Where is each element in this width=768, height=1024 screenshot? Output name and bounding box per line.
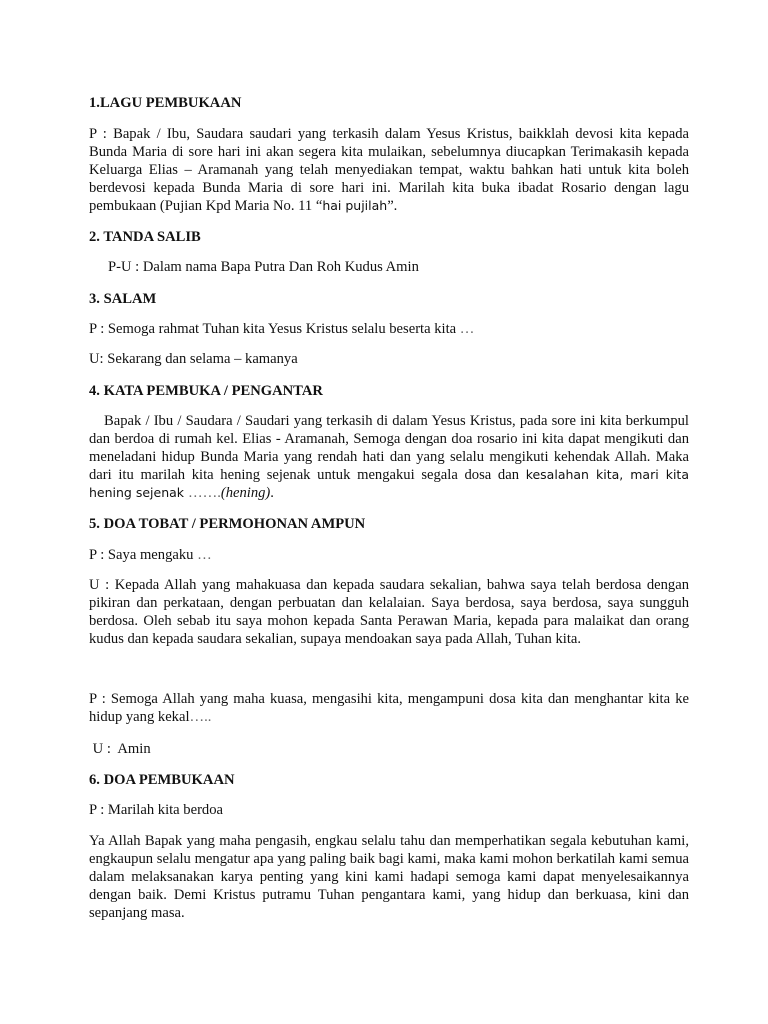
section-heading-kata-pembuka: 4. KATA PEMBUKA / PENGANTAR (89, 383, 323, 399)
section-heading-lagu-pembukaan: 1.LAGU PEMBUKAAN (89, 95, 242, 111)
text: P : Saya mengaku (89, 547, 198, 563)
text: P : Semoga Allah yang maha kuasa, mengasihi kita, mengampuni dosa kita dan menghantar kita ke hidup yang kekal (89, 691, 689, 725)
paragraph-marilah-berdoa: P : Marilah kita berdoa (89, 802, 224, 818)
hening-note: (hening) (220, 485, 271, 501)
section-heading-salam: 3. SALAM (89, 291, 157, 307)
section-heading-doa-pembukaan: 6. DOA PEMBUKAAN (89, 772, 235, 788)
text: . (270, 485, 274, 501)
text: Bapak / Ibu / Saudara / Saudari yang terkasih di dalam Yesus Kristus, pada sore ini kita berkumpul dan berdoa di rumah kel. Elias - Aramanah, Semoga dengan doa rosario ini kita dapat mengikuti dan meneladani hidup Bunda Maria yang rendah hati dan yang selalu mengikuti kehendak Allah. Maka dari itu marilah kita hening sejenak untuk mengakui segala dosa dan (89, 413, 689, 483)
song-title: hai pujilah (322, 198, 388, 213)
text: ”. (387, 198, 398, 214)
text-sans: kesalahan kita, mari kita hening sejenak (89, 467, 689, 500)
paragraph-confiteor: U : Kepada Allah yang mahakuasa dan kepada saudara sekalian, bahwa saya telah berdosa dengan pikiran dan perkataan, dengan perbuatan dan kelalaian. Saya berdosa, saya berdosa, saya sungguh berdosa. Oleh sebab itu saya mohon kepada Santa Perawan Maria, kepada para malaikat dan orang kudus dan kepada saudara sekalian, supaya mendoakan saya pada Allah, Tuhan kita. (89, 577, 689, 647)
section-heading-doa-tobat: 5. DOA TOBAT / PERMOHONAN AMPUN (89, 516, 366, 532)
paragraph-saya-mengaku (89, 546, 689, 564)
ellipsis: … (459, 321, 475, 337)
text: P : Semoga rahmat Tuhan kita Yesus Kristus selalu beserta kita (89, 321, 460, 337)
paragraph-kata-pembuka (89, 412, 689, 502)
paragraph-salam-people: U: Sekarang dan selama – kamanya (89, 351, 298, 367)
ellipsis: ……. (188, 485, 221, 501)
paragraph-lagu-pembukaan (89, 125, 689, 215)
paragraph-absolution (89, 690, 689, 726)
ellipsis: ….. (189, 709, 212, 725)
paragraph-amin: U : Amin (89, 741, 151, 757)
paragraph-tanda-salib: P-U : Dalam nama Bapa Putra Dan Roh Kudus Amin (108, 259, 419, 275)
paragraph-doa-pembukaan: Ya Allah Bapak yang maha pengasih, engkau selalu tahu dan memperhatikan segala kebutuhan kami, engkaupun selalu mengatur apa yang paling baik bagi kami, maka kami mohon berkatilah kami semua dalam melaksanakan karya penting yang kini kami hadapi semoga kami dapat menyelesaikannya dengan baik. Demi Kristus putramu Tuhan pengantara kami, yang hidup dan berkuasa, kini dan sepanjang masa. (89, 833, 689, 921)
text: P : Bapak / Ibu, Saudara saudari yang terkasih dalam Yesus Kristus, baikklah devosi kita kepada Bunda Maria di sore hari ini akan segera kita mulaikan, sebelumnya diucapkan Terimakasih kepada Keluarga Elias – Aramanah yang telah menyediakan tempat, waktu bahkan hati untuk kita boleh berdevosi kepada Bunda Maria di sore hari ini. Marilah kita buka ibadat Rosario dengan lagu pembukaan (Pujian Kpd Maria No. 11 “ (89, 126, 689, 214)
section-heading-tanda-salib: 2. TANDA SALIB (89, 229, 201, 245)
paragraph-salam-priest (89, 320, 689, 338)
ellipsis: … (197, 547, 212, 563)
